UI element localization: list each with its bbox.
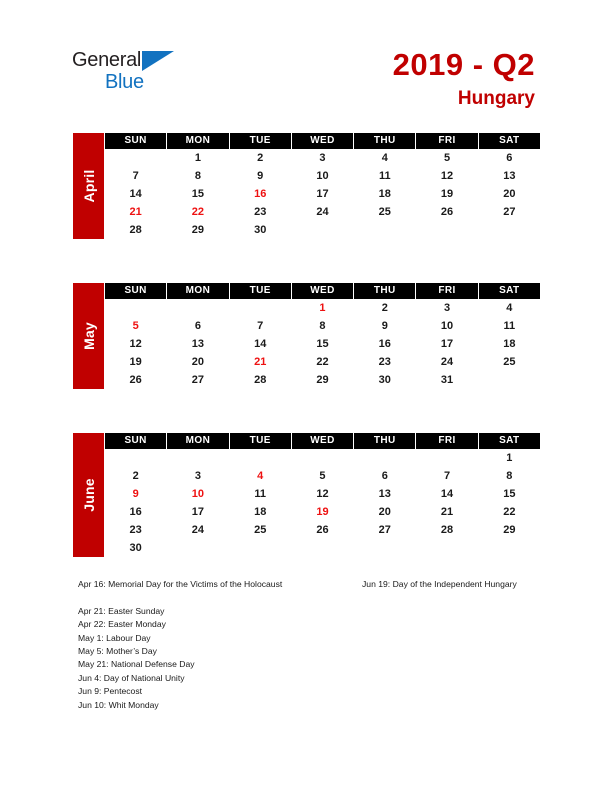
weekday-header-sun: SUN <box>105 133 166 149</box>
day-cell[interactable]: 12 <box>129 338 142 350</box>
day-cell-empty <box>105 299 166 317</box>
page-title: 2019 - Q2 <box>392 47 535 82</box>
weekday-header-sun: SUN <box>105 283 166 299</box>
holiday-legend-item: Jun 10: Whit Monday <box>78 699 159 710</box>
day-cell[interactable]: 14 <box>254 338 267 350</box>
weekday-header-row <box>105 433 540 449</box>
week-row <box>105 335 540 353</box>
month-name-label: April <box>80 169 97 203</box>
day-cell[interactable]: 14 <box>129 188 142 200</box>
day-cell[interactable]: 13 <box>503 170 516 182</box>
day-cell[interactable]: 13 <box>191 338 205 350</box>
day-cell-empty <box>479 221 540 239</box>
day-cell-empty <box>354 221 415 239</box>
holiday-legend-left-column <box>78 578 328 712</box>
day-cell[interactable]: 27 <box>503 206 516 218</box>
day-cell[interactable]: 7 <box>132 170 139 182</box>
day-cell-empty <box>292 539 353 557</box>
day-cell[interactable]: 15 <box>191 188 205 200</box>
holiday-legend-item: May 1: Labour Day <box>78 632 151 643</box>
day-cell[interactable]: 27 <box>191 374 205 386</box>
week-row <box>105 185 540 203</box>
day-cell[interactable]: 4 <box>506 302 513 314</box>
weekday-header-thu: THU <box>354 433 415 449</box>
day-cell[interactable]: 17 <box>440 338 454 350</box>
day-cell[interactable]: 6 <box>381 470 388 482</box>
day-cell-empty <box>292 221 353 239</box>
holiday-legend-item: Jun 4: Day of National Unity <box>78 672 185 683</box>
holiday-legend-right-column <box>362 578 532 591</box>
day-cell[interactable]: 19 <box>129 356 142 368</box>
month-name-label: May <box>80 322 97 350</box>
month-name-label: June <box>80 478 97 512</box>
day-cell-empty <box>105 149 166 167</box>
day-cell[interactable]: 7 <box>257 320 264 332</box>
day-cell[interactable]: 5 <box>319 470 326 482</box>
day-cell[interactable]: 18 <box>254 506 267 518</box>
day-cell[interactable]: 2 <box>132 470 139 482</box>
day-cell[interactable]: 25 <box>378 206 391 218</box>
day-cell[interactable]: 18 <box>378 188 391 200</box>
holiday-legend-item: Apr 21: Easter Sunday <box>78 605 165 616</box>
week-row <box>105 221 540 239</box>
weekday-header-sat: SAT <box>479 433 540 449</box>
weekday-header-tue: TUE <box>230 433 291 449</box>
weekday-header-tue: TUE <box>230 133 291 149</box>
week-row <box>105 167 540 185</box>
day-cell[interactable]: 8 <box>506 470 513 482</box>
week-row <box>105 485 540 503</box>
day-cell[interactable]: 2 <box>381 302 388 314</box>
day-cell[interactable]: 26 <box>316 524 329 536</box>
day-cell-empty <box>416 221 477 239</box>
weekday-header-wed: WED <box>292 283 353 299</box>
day-cell[interactable]: 28 <box>440 524 454 536</box>
day-cell[interactable]: 23 <box>378 356 391 368</box>
day-cell[interactable]: 20 <box>503 188 516 200</box>
day-cell[interactable]: 7 <box>443 470 451 482</box>
day-cell[interactable]: 22 <box>316 356 329 368</box>
day-cell-empty <box>354 449 415 467</box>
day-cell[interactable]: 30 <box>378 374 391 386</box>
day-cell[interactable]: 9 <box>132 488 139 500</box>
day-cell[interactable]: 11 <box>254 488 267 500</box>
day-cell[interactable]: 10 <box>191 488 205 500</box>
day-cell[interactable]: 12 <box>316 488 329 500</box>
day-cell[interactable]: 22 <box>503 506 516 518</box>
day-cell[interactable]: 3 <box>443 302 451 314</box>
day-cell[interactable]: 18 <box>503 338 516 350</box>
day-cell[interactable]: 8 <box>194 170 201 182</box>
weekday-header-row <box>105 133 540 149</box>
month-name-bar <box>73 133 104 239</box>
day-cell-empty <box>167 539 228 557</box>
day-cell-empty <box>479 371 540 389</box>
month-block-april <box>73 133 540 239</box>
day-cell-empty <box>167 299 228 317</box>
day-cell-empty <box>479 539 540 557</box>
week-row <box>105 449 540 467</box>
day-cell[interactable]: 2 <box>257 152 264 164</box>
logo-top-row <box>72 48 252 72</box>
weekday-header-wed: WED <box>292 433 353 449</box>
holiday-legend-item: Apr 22: Easter Monday <box>78 619 166 630</box>
day-cell[interactable]: 6 <box>506 152 513 164</box>
weekday-header-wed: WED <box>292 133 353 149</box>
day-cell[interactable]: 28 <box>254 374 267 386</box>
logo-triangle-icon <box>142 51 174 71</box>
holiday-legend-item: May 21: National Defense Day <box>78 659 195 670</box>
logo-word-blue: Blue <box>105 71 144 93</box>
day-cell[interactable]: 29 <box>316 374 329 386</box>
day-cell[interactable]: 9 <box>257 170 264 182</box>
month-grid <box>105 283 540 389</box>
holiday-legend-item: May 5: Mother’s Day <box>78 646 157 657</box>
day-cell[interactable]: 8 <box>319 320 326 332</box>
week-row <box>105 521 540 539</box>
day-cell[interactable]: 10 <box>440 320 454 332</box>
day-cell[interactable]: 29 <box>503 524 516 536</box>
weekday-header-row <box>105 283 540 299</box>
weekday-header-sat: SAT <box>479 283 540 299</box>
weekday-header-thu: THU <box>354 283 415 299</box>
day-cell[interactable]: 24 <box>440 356 454 368</box>
day-cell[interactable]: 24 <box>191 524 205 536</box>
holiday-legend-item: Jun 9: Pentecost <box>78 686 143 697</box>
day-cell[interactable]: 3 <box>194 470 201 482</box>
weekday-header-fri: FRI <box>416 283 477 299</box>
week-row <box>105 503 540 521</box>
day-cell[interactable]: 11 <box>378 170 391 182</box>
day-cell[interactable]: 15 <box>503 488 516 500</box>
day-cell[interactable]: 27 <box>378 524 391 536</box>
day-cell[interactable]: 1 <box>506 452 513 464</box>
day-cell[interactable]: 5 <box>132 320 139 332</box>
day-cell[interactable]: 16 <box>129 506 142 518</box>
weekday-header-fri: FRI <box>416 133 477 149</box>
holiday-legend-item: Jun 19: Day of the Independent Hungary <box>362 579 517 589</box>
weekday-header-mon: MON <box>167 133 228 149</box>
holiday-legend-item: Apr 16: Memorial Day for the Victims of the Holocaust <box>78 579 283 589</box>
week-row <box>105 149 540 167</box>
month-block-june <box>73 433 540 557</box>
day-cell[interactable]: 17 <box>316 188 329 200</box>
day-cell[interactable]: 21 <box>440 506 454 518</box>
day-cell-empty <box>416 539 477 557</box>
day-cell-empty <box>167 449 228 467</box>
week-row <box>105 353 540 371</box>
legend-spacer <box>78 591 328 604</box>
day-cell[interactable]: 20 <box>191 356 205 368</box>
weekday-header-mon: MON <box>167 433 228 449</box>
day-cell[interactable]: 19 <box>316 506 329 518</box>
day-cell-empty <box>230 449 291 467</box>
day-cell[interactable]: 21 <box>254 356 267 368</box>
month-name-bar <box>73 433 104 557</box>
general-blue-logo <box>72 48 252 96</box>
day-cell[interactable]: 30 <box>129 542 142 554</box>
month-grid <box>105 133 540 239</box>
day-cell[interactable]: 9 <box>381 320 388 332</box>
month-grid <box>105 433 540 557</box>
day-cell[interactable]: 19 <box>440 188 454 200</box>
day-cell[interactable]: 26 <box>440 206 454 218</box>
day-cell-empty <box>230 539 291 557</box>
day-cell[interactable]: 17 <box>191 506 205 518</box>
day-cell[interactable]: 4 <box>257 470 264 482</box>
day-cell[interactable]: 21 <box>129 206 142 218</box>
day-cell-empty <box>416 449 477 467</box>
day-cell[interactable]: 6 <box>194 320 201 332</box>
week-row <box>105 371 540 389</box>
weekday-header-sun: SUN <box>105 433 166 449</box>
day-cell[interactable]: 1 <box>319 302 326 314</box>
page-header <box>0 0 612 125</box>
day-cell[interactable]: 10 <box>316 170 329 182</box>
day-cell[interactable]: 12 <box>440 170 454 182</box>
day-cell[interactable]: 29 <box>191 224 205 236</box>
weekday-header-fri: FRI <box>416 433 477 449</box>
day-cell[interactable]: 24 <box>316 206 329 218</box>
month-name-bar <box>73 283 104 389</box>
day-cell[interactable]: 16 <box>378 338 391 350</box>
week-row <box>105 539 540 557</box>
month-block-may <box>73 283 540 389</box>
day-cell-empty <box>230 299 291 317</box>
day-cell[interactable]: 13 <box>378 488 391 500</box>
day-cell[interactable]: 20 <box>378 506 391 518</box>
day-cell[interactable]: 15 <box>316 338 329 350</box>
day-cell-empty <box>105 449 166 467</box>
day-cell[interactable]: 31 <box>440 374 454 386</box>
logo-word-general: General <box>72 49 142 71</box>
day-cell[interactable]: 30 <box>254 224 267 236</box>
weekday-header-tue: TUE <box>230 283 291 299</box>
day-cell[interactable]: 14 <box>440 488 454 500</box>
week-row <box>105 299 540 317</box>
day-cell[interactable]: 26 <box>129 374 142 386</box>
day-cell[interactable]: 4 <box>381 152 388 164</box>
country-subtitle: Hungary <box>457 88 535 109</box>
day-cell[interactable]: 25 <box>503 356 516 368</box>
weekday-header-thu: THU <box>354 133 415 149</box>
day-cell-empty <box>292 449 353 467</box>
day-cell[interactable]: 22 <box>191 206 205 218</box>
day-cell[interactable]: 3 <box>319 152 326 164</box>
day-cell[interactable]: 11 <box>503 320 516 332</box>
week-row <box>105 317 540 335</box>
day-cell[interactable]: 23 <box>254 206 267 218</box>
week-row <box>105 203 540 221</box>
weekday-header-sat: SAT <box>479 133 540 149</box>
day-cell[interactable]: 5 <box>443 152 451 164</box>
day-cell[interactable]: 25 <box>254 524 267 536</box>
day-cell[interactable]: 16 <box>254 188 267 200</box>
weekday-header-mon: MON <box>167 283 228 299</box>
day-cell-empty <box>354 539 415 557</box>
day-cell[interactable]: 1 <box>194 152 201 164</box>
week-row <box>105 467 540 485</box>
day-cell[interactable]: 23 <box>129 524 142 536</box>
day-cell[interactable]: 28 <box>129 224 142 236</box>
title-block <box>393 48 535 111</box>
